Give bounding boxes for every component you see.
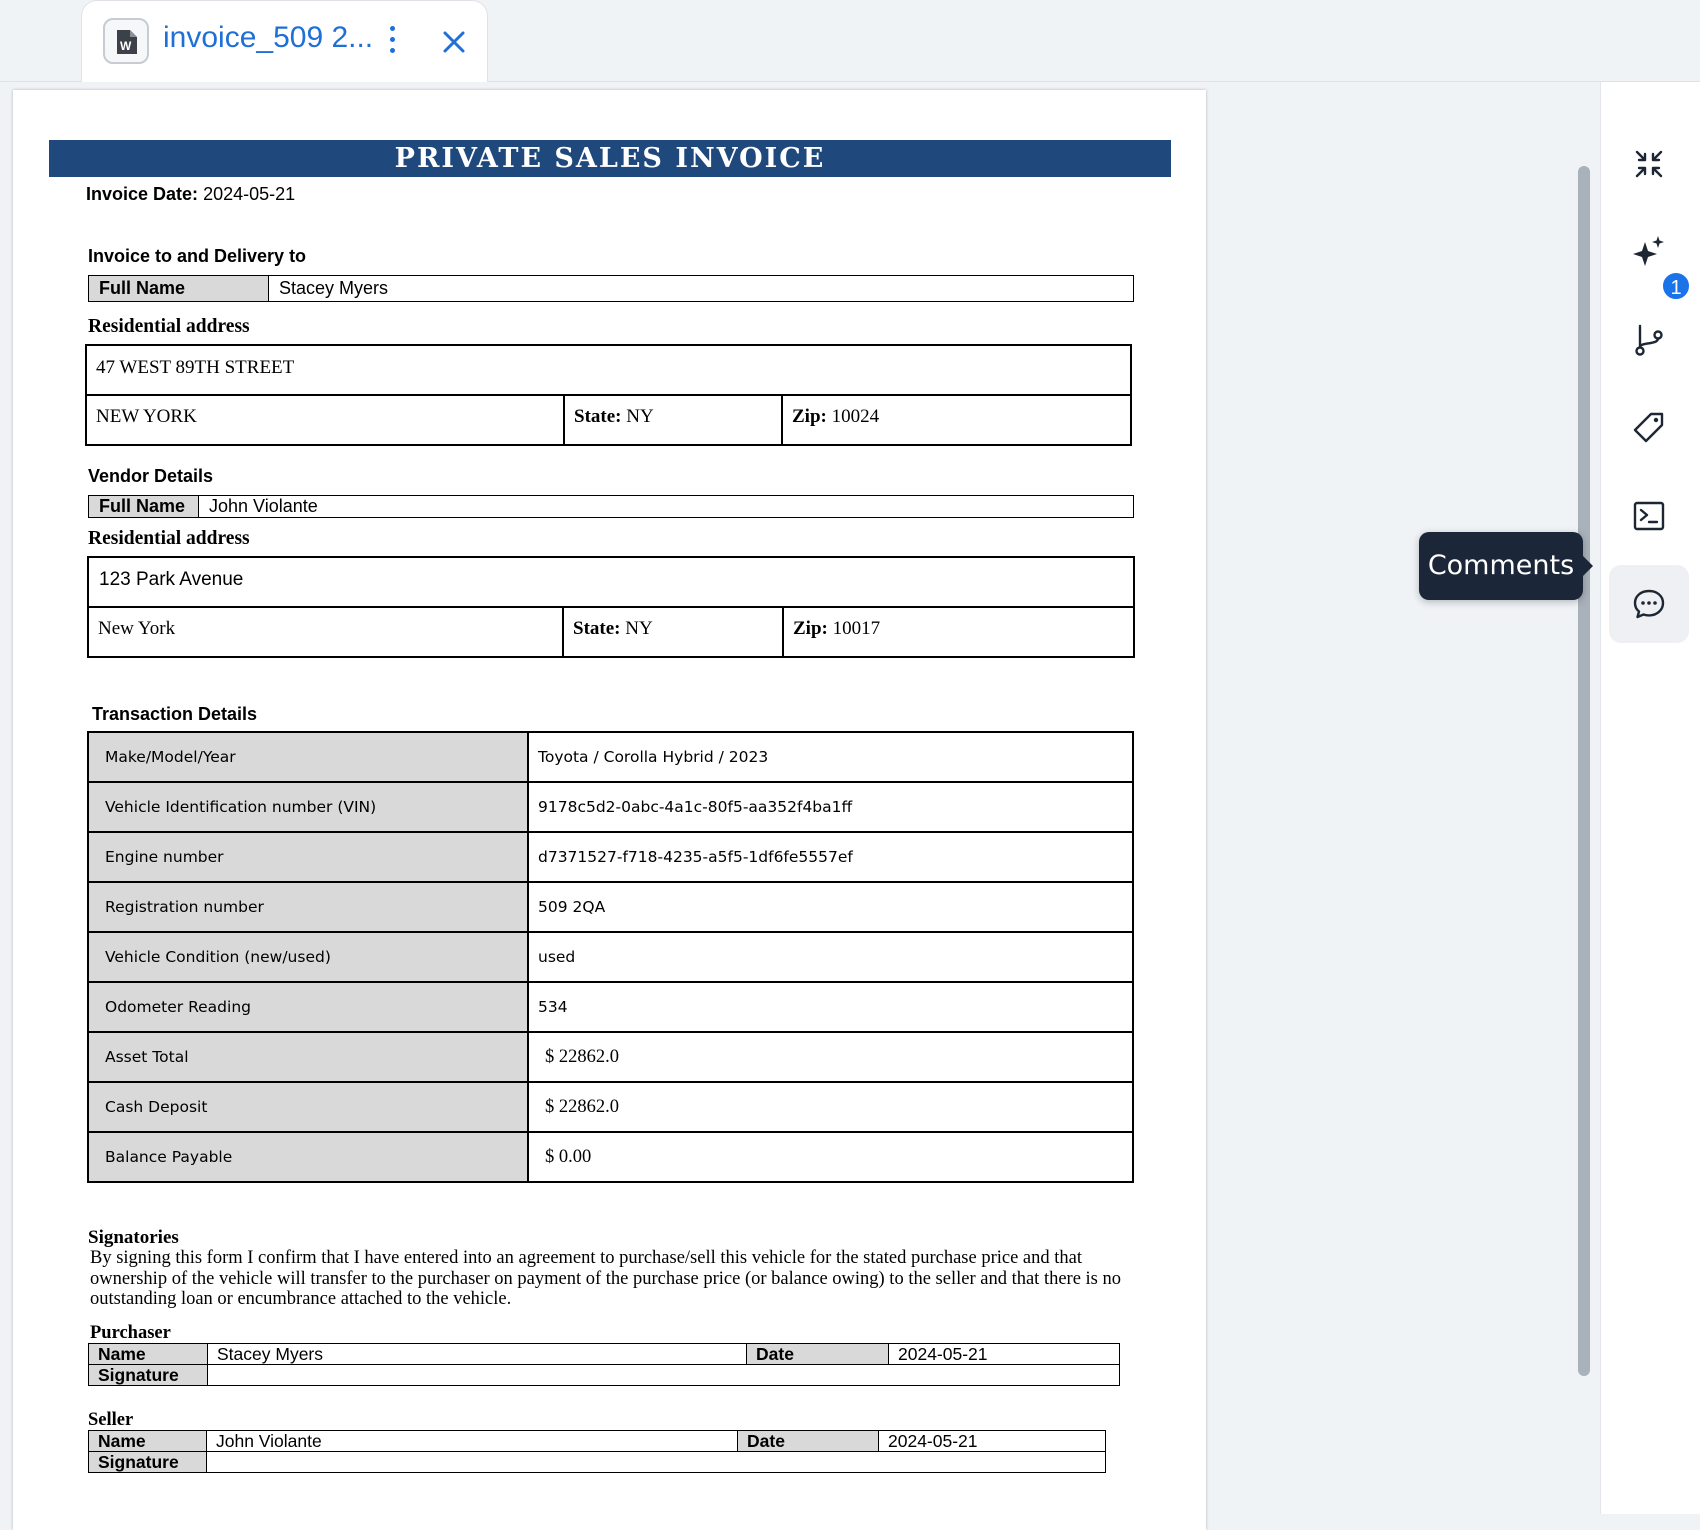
comments-button[interactable]	[1609, 565, 1689, 643]
transaction-label: Make/Model/Year	[88, 732, 528, 782]
transaction-section-heading: Transaction Details	[92, 704, 258, 724]
transaction-value: Toyota / Corolla Hybrid / 2023	[528, 732, 1133, 782]
tab-strip	[0, 0, 1700, 82]
vendor-city: New York	[89, 608, 564, 656]
buyer-zip	[783, 396, 879, 444]
table-row	[88, 1032, 1133, 1082]
buyer-street: 47 WEST 89TH STREET	[87, 346, 1130, 396]
seller-heading: Seller	[88, 1410, 134, 1430]
table-row	[88, 932, 1133, 982]
document-page	[13, 90, 1206, 1530]
comments-tooltip: Comments	[1419, 532, 1583, 600]
seller-signature-label: Signature	[89, 1452, 207, 1473]
transaction-label: Engine number	[88, 832, 528, 882]
table-row	[88, 1082, 1133, 1132]
document-viewer[interactable]	[0, 82, 1600, 1514]
seller-table	[88, 1430, 1106, 1473]
table-row	[88, 832, 1133, 882]
collapse-button[interactable]	[1609, 125, 1689, 203]
tab-title: invoice_509 2...	[163, 21, 374, 54]
terminal-icon	[1631, 498, 1667, 534]
transaction-label: Registration number	[88, 882, 528, 932]
purchaser-table	[88, 1343, 1120, 1386]
tags-button[interactable]	[1609, 389, 1689, 467]
comments-icon	[1631, 586, 1667, 622]
ai-sparkle-icon	[1631, 234, 1667, 270]
svg-text:W: W	[120, 39, 132, 53]
tag-icon	[1631, 410, 1667, 446]
invoice-date	[86, 184, 295, 205]
vendor-name-row	[88, 495, 1134, 518]
table-row	[88, 1132, 1133, 1182]
buyer-address-table	[85, 344, 1132, 446]
document-tab[interactable]	[81, 0, 488, 82]
transaction-value: $ 22862.0	[528, 1082, 1133, 1132]
transaction-label: Asset Total	[88, 1032, 528, 1082]
buyer-state-value: NY	[626, 406, 654, 427]
buyer-zip-value: 10024	[831, 406, 880, 427]
right-tool-panel	[1600, 82, 1700, 1514]
purchaser-date-value: 2024-05-21	[889, 1344, 1120, 1365]
vertical-scrollbar[interactable]	[1578, 166, 1590, 1376]
buyer-address-heading: Residential address	[88, 316, 250, 337]
transaction-label: Odometer Reading	[88, 982, 528, 1032]
transaction-value: 509 2QA	[528, 882, 1133, 932]
transaction-value: $ 0.00	[528, 1132, 1133, 1182]
transaction-label: Vehicle Condition (new/used)	[88, 932, 528, 982]
transaction-value: $ 22862.0	[528, 1032, 1133, 1082]
buyer-city: NEW YORK	[87, 396, 565, 444]
table-row	[88, 732, 1133, 782]
versions-button[interactable]	[1609, 301, 1689, 379]
vendor-name-label: Full Name	[89, 496, 199, 517]
purchaser-signature-label: Signature	[89, 1365, 208, 1386]
vendor-address-table	[87, 556, 1135, 658]
transaction-value: 9178c5d2-0abc-4a1c-80f5-aa352f4ba1ff	[528, 782, 1133, 832]
seller-signature-field	[207, 1452, 1106, 1473]
terminal-button[interactable]	[1609, 477, 1689, 555]
close-icon[interactable]	[439, 27, 469, 57]
vendor-name-value: John Violante	[209, 496, 318, 516]
signatories-heading: Signatories	[88, 1227, 179, 1248]
vendor-zip	[784, 608, 880, 656]
table-row	[88, 882, 1133, 932]
transaction-value: 534	[528, 982, 1133, 1032]
table-row	[88, 982, 1133, 1032]
buyer-name-value: Stacey Myers	[279, 278, 389, 298]
vendor-section-heading: Vendor Details	[88, 466, 214, 486]
buyer-name-label: Full Name	[89, 276, 269, 301]
seller-date-label: Date	[738, 1431, 879, 1452]
vendor-zip-label: Zip:	[793, 618, 828, 639]
seller-name-value: John Violante	[207, 1431, 738, 1452]
signatories-text: By signing this form I confirm that I have entered into an agreement to purchase/sell this vehicle for the stated purchase price and that ownership of the vehicle will transfer to the purchaser on payment of the purchase price (or balance owing) to the seller and that there is no outstanding loan or encumbrance attached to the vehicle.	[90, 1248, 1122, 1309]
transaction-label: Balance Payable	[88, 1132, 528, 1182]
purchaser-signature-field	[208, 1365, 1120, 1386]
vendor-zip-value: 10017	[832, 618, 881, 639]
buyer-zip-label: Zip:	[792, 406, 827, 427]
buyer-section-heading: Invoice to and Delivery to	[88, 246, 307, 266]
buyer-state-label: State:	[574, 406, 622, 427]
buyer-state	[565, 396, 783, 444]
word-document-icon	[103, 18, 149, 64]
purchaser-name-label: Name	[89, 1344, 208, 1365]
vendor-state-value: NY	[625, 618, 653, 639]
transaction-label: Vehicle Identification number (VIN)	[88, 782, 528, 832]
transaction-value: used	[528, 932, 1133, 982]
purchaser-name-value: Stacey Myers	[208, 1344, 747, 1365]
more-options-icon[interactable]	[385, 23, 399, 57]
seller-name-label: Name	[89, 1431, 207, 1452]
transaction-table	[87, 731, 1134, 1183]
branch-icon	[1631, 322, 1667, 358]
table-row	[88, 782, 1133, 832]
vendor-address-heading: Residential address	[88, 528, 250, 549]
invoice-date-value: 2024-05-21	[203, 184, 296, 204]
invoice-date-label: Invoice Date:	[86, 184, 199, 204]
vendor-street: 123 Park Avenue	[89, 558, 1133, 608]
purchaser-date-label: Date	[747, 1344, 889, 1365]
collapse-icon	[1631, 146, 1667, 182]
buyer-name-row	[88, 275, 1134, 302]
transaction-label: Cash Deposit	[88, 1082, 528, 1132]
transaction-value: d7371527-f718-4235-a5f5-1df6fe5557ef	[528, 832, 1133, 882]
versions-count-badge: 1	[1661, 271, 1691, 301]
purchaser-heading: Purchaser	[90, 1323, 171, 1343]
seller-date-value: 2024-05-21	[879, 1431, 1106, 1452]
vendor-state-label: State:	[573, 618, 621, 639]
invoice-title: PRIVATE SALES INVOICE	[49, 140, 1171, 177]
vendor-state	[564, 608, 784, 656]
